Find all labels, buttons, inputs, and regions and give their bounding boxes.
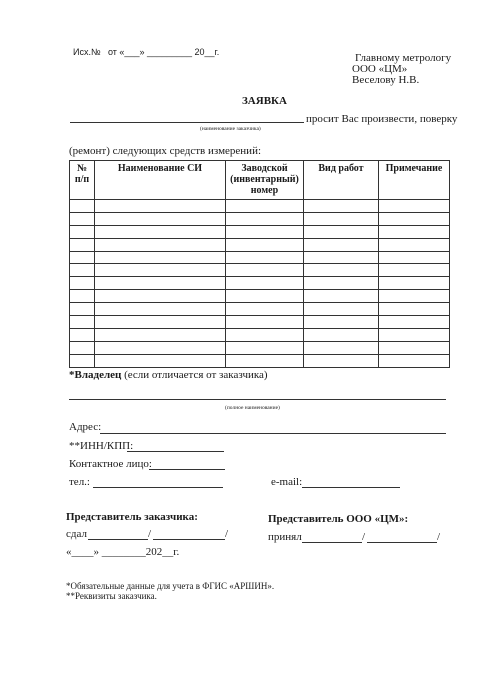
- owner-name-line[interactable]: [69, 399, 446, 400]
- col-number-header: [70, 161, 95, 200]
- outgoing-number-label: Исх.№: [73, 47, 101, 57]
- customer-slash: /: [148, 528, 152, 540]
- table-cell[interactable]: [226, 264, 304, 277]
- table-header-row: [70, 161, 450, 200]
- table-cell[interactable]: [70, 277, 95, 290]
- table-cell[interactable]: [70, 290, 95, 303]
- owner-heading: [69, 369, 268, 381]
- owner-label: *Владелец: [69, 369, 122, 381]
- table-cell[interactable]: [70, 212, 95, 225]
- table-cell[interactable]: [226, 354, 304, 367]
- footnote-1: *Обязательные данные для учета в ФГИС «АРШИН».: [66, 581, 275, 591]
- table-cell[interactable]: [304, 354, 379, 367]
- col-note-header: [379, 161, 450, 200]
- table-cell[interactable]: [95, 200, 226, 213]
- addressee-line-1: Главному метрологу: [355, 52, 452, 64]
- table-cell[interactable]: [379, 264, 450, 277]
- table-row: [70, 328, 450, 341]
- col-serial-line3: номер: [250, 185, 279, 196]
- table-row: [70, 200, 450, 213]
- phone-label: тел.:: [69, 476, 90, 488]
- table-cell[interactable]: [95, 238, 226, 251]
- col-serial-header: [226, 161, 304, 200]
- col-serial-line2: (инвентарный): [230, 174, 299, 185]
- col-name-label: Наименование СИ: [117, 163, 203, 174]
- table-cell[interactable]: [95, 225, 226, 238]
- table-cell[interactable]: [95, 316, 226, 329]
- table-cell[interactable]: [95, 251, 226, 264]
- address-label: Адрес:: [69, 421, 102, 433]
- customer-name-decode-line[interactable]: [153, 539, 225, 540]
- col-worktype-label: Вид работ: [318, 163, 364, 174]
- customer-date-field: «____» ________202__г.: [66, 546, 180, 558]
- customer-signature-line[interactable]: [88, 539, 148, 540]
- cm-representative-title: Представитель ООО «ЦМ»:: [268, 513, 409, 525]
- phone-field[interactable]: [93, 487, 223, 488]
- table-cell[interactable]: [95, 212, 226, 225]
- table-cell[interactable]: [95, 354, 226, 367]
- table-row: [70, 341, 450, 354]
- addressee-line-3: Веселову Н.В.: [352, 74, 420, 86]
- email-field[interactable]: [302, 487, 400, 488]
- table-cell[interactable]: [70, 316, 95, 329]
- intro-continuation: (ремонт) следующих средств измерений:: [69, 145, 262, 157]
- instruments-table: [69, 160, 450, 368]
- request-text: просит Вас произвести, поверку: [306, 113, 458, 125]
- table-cell[interactable]: [379, 212, 450, 225]
- table-cell[interactable]: [379, 354, 450, 367]
- table-cell[interactable]: [70, 341, 95, 354]
- footnote-2: **Реквизиты заказчика.: [66, 591, 157, 601]
- address-field[interactable]: [100, 433, 446, 434]
- table-cell[interactable]: [226, 212, 304, 225]
- table-cell[interactable]: [304, 277, 379, 290]
- contact-person-field[interactable]: [149, 469, 225, 470]
- table-cell[interactable]: [379, 290, 450, 303]
- table-cell[interactable]: [379, 200, 450, 213]
- col-number-line2: п/п: [74, 174, 90, 185]
- table-cell[interactable]: [95, 264, 226, 277]
- col-number-line1: №: [76, 163, 88, 174]
- table-cell[interactable]: [70, 354, 95, 367]
- table-cell[interactable]: [226, 277, 304, 290]
- table-cell[interactable]: [226, 251, 304, 264]
- table-cell[interactable]: [304, 290, 379, 303]
- cm-name-decode-line[interactable]: [367, 542, 437, 543]
- table-cell[interactable]: [70, 238, 95, 251]
- table-cell[interactable]: [70, 251, 95, 264]
- table-cell[interactable]: [226, 200, 304, 213]
- customer-caption: (наименование заказчика): [200, 126, 261, 132]
- table-cell[interactable]: [379, 251, 450, 264]
- table-cell[interactable]: [226, 238, 304, 251]
- table-cell[interactable]: [304, 238, 379, 251]
- table-row: [70, 251, 450, 264]
- table-cell[interactable]: [304, 328, 379, 341]
- table-row: [70, 354, 450, 367]
- table-cell[interactable]: [226, 303, 304, 316]
- table-cell[interactable]: [304, 251, 379, 264]
- table-cell[interactable]: [70, 200, 95, 213]
- table-cell[interactable]: [379, 316, 450, 329]
- table-row: [70, 290, 450, 303]
- table-cell[interactable]: [304, 341, 379, 354]
- table-cell[interactable]: [379, 328, 450, 341]
- customer-slash-end: /: [225, 528, 229, 540]
- table-cell[interactable]: [304, 264, 379, 277]
- cm-slash-end: /: [437, 531, 441, 543]
- table-cell[interactable]: [304, 316, 379, 329]
- table-cell[interactable]: [70, 264, 95, 277]
- owner-note: (если отличается от заказчика): [124, 369, 268, 381]
- table-cell[interactable]: [379, 238, 450, 251]
- customer-representative-title: Представитель заказчика:: [66, 511, 198, 523]
- inn-kpp-label: **ИНН/КПП:: [69, 440, 134, 452]
- table-cell[interactable]: [226, 225, 304, 238]
- table-row: [70, 225, 450, 238]
- contact-person-label: Контактное лицо:: [69, 458, 152, 470]
- table-cell[interactable]: [379, 341, 450, 354]
- page-title: ЗАЯВКА: [242, 95, 287, 107]
- table-cell[interactable]: [95, 303, 226, 316]
- email-label: e-mail:: [271, 476, 303, 488]
- col-worktype-header: [304, 161, 379, 200]
- table-row: [70, 212, 450, 225]
- table-cell[interactable]: [95, 328, 226, 341]
- table-cell[interactable]: [304, 200, 379, 213]
- owner-caption: (полное наименование): [225, 405, 280, 411]
- received-label: принял: [268, 531, 302, 543]
- table-cell[interactable]: [70, 328, 95, 341]
- table-cell[interactable]: [70, 303, 95, 316]
- table-row: [70, 277, 450, 290]
- table-cell[interactable]: [226, 328, 304, 341]
- table-cell[interactable]: [226, 290, 304, 303]
- table-row: [70, 303, 450, 316]
- cm-signature-line[interactable]: [302, 542, 362, 543]
- col-serial-line1: Заводской: [241, 163, 288, 174]
- table-cell[interactable]: [226, 341, 304, 354]
- handed-label: сдал: [66, 528, 87, 540]
- col-note-label: Примечание: [385, 163, 443, 174]
- cm-slash: /: [362, 531, 366, 543]
- table-cell[interactable]: [95, 277, 226, 290]
- table-cell[interactable]: [304, 212, 379, 225]
- table-cell[interactable]: [379, 303, 450, 316]
- table-cell[interactable]: [95, 341, 226, 354]
- table-cell[interactable]: [379, 277, 450, 290]
- customer-name-line: [70, 122, 304, 123]
- table-row: [70, 316, 450, 329]
- table-body: [70, 200, 450, 368]
- table-cell[interactable]: [70, 225, 95, 238]
- table-cell[interactable]: [304, 303, 379, 316]
- col-name-header: [95, 161, 226, 200]
- inn-kpp-field[interactable]: [127, 451, 224, 452]
- table-row: [70, 238, 450, 251]
- table-cell[interactable]: [304, 225, 379, 238]
- outgoing-date-field: от «___» _________ 20__г.: [108, 47, 220, 57]
- table-row: [70, 264, 450, 277]
- addressee-line-2: ООО «ЦМ»: [352, 63, 408, 75]
- table-cell[interactable]: [379, 225, 450, 238]
- table-cell[interactable]: [95, 290, 226, 303]
- table-cell[interactable]: [226, 316, 304, 329]
